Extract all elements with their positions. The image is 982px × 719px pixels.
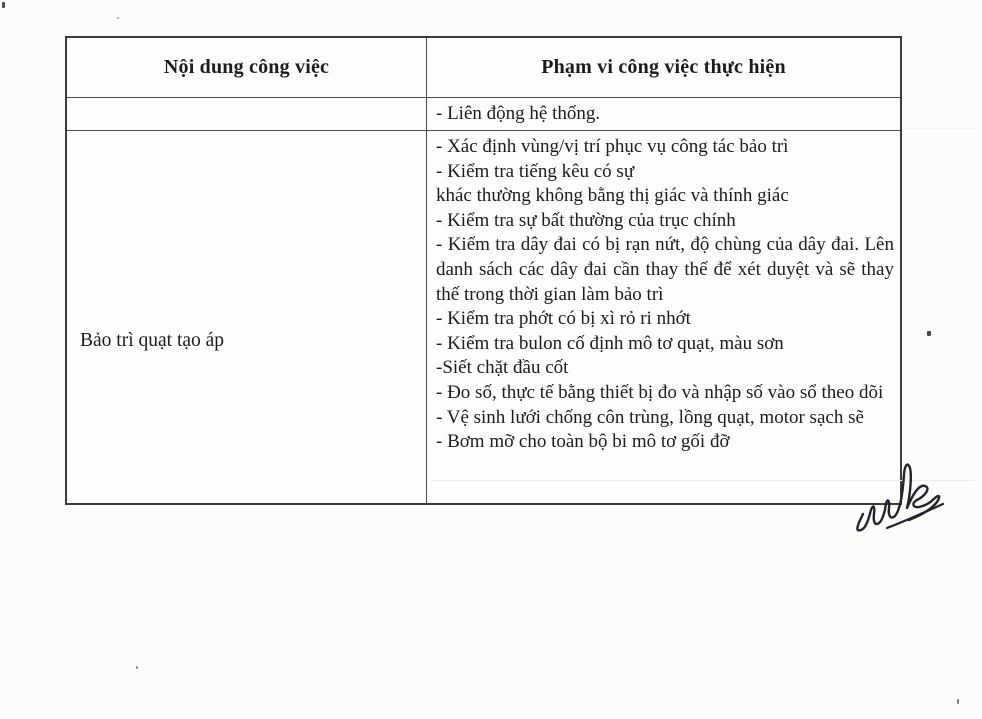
maintenance-scope-table [65,36,902,505]
scope-item: - Liên động hệ thống. [436,103,601,124]
scope-item: - Kiểm tra sự bất thường của trục chính [436,209,736,231]
scope-item: - Kiểm tra dây đai có bị rạn nứt, độ chùng của dây đai. Lên danh sách các dây đai cần thay thế để xét duyệt và sẽ thay thế trong thời gian làm bảo trì [436,234,894,305]
task-cell-fan-maintenance [67,131,427,503]
task-label: Bảo trì quạt tạo áp [80,330,225,351]
scan-speck [957,699,959,704]
scope-item: - Bơm mỡ cho toàn bộ bi mô tơ gối đỡ [436,431,730,453]
scope-cell-fan-maintenance [427,131,900,503]
task-cell-empty [67,98,427,131]
scan-speck [136,666,138,669]
scan-speck [2,2,5,8]
header-col-task: Nội dung công việc [67,38,427,98]
signature-scribble-icon [853,452,948,532]
scan-speck [117,17,119,19]
scope-item: - Đo số, thực tế bằng thiết bị đo và nhập số vào sổ theo dõi [436,381,884,403]
scope-item: - Kiểm tra tiếng kêu có sự [436,160,635,182]
scan-streak [905,128,975,129]
scope-item: -Siết chặt đầu cốt [436,357,569,379]
header-col-scope: Phạm vi công việc thực hiện [427,38,900,98]
scope-item: - Vệ sinh lưới chống côn trùng, lồng quạt, motor sạch sẽ [436,406,864,428]
scan-speck [927,331,931,336]
scope-item: - Xác định vùng/vị trí phục vụ công tác bảo trì [436,136,789,157]
scope-item: - Kiểm tra bulon cố định mô tơ quạt, màu sơn [436,332,784,354]
scope-item: khác thường không bằng thị giác và thính giác [436,185,789,207]
scope-cell-interlock [427,98,900,131]
scope-item: - Kiểm tra phớt có bị xì rỏ ri nhớt [436,308,691,330]
